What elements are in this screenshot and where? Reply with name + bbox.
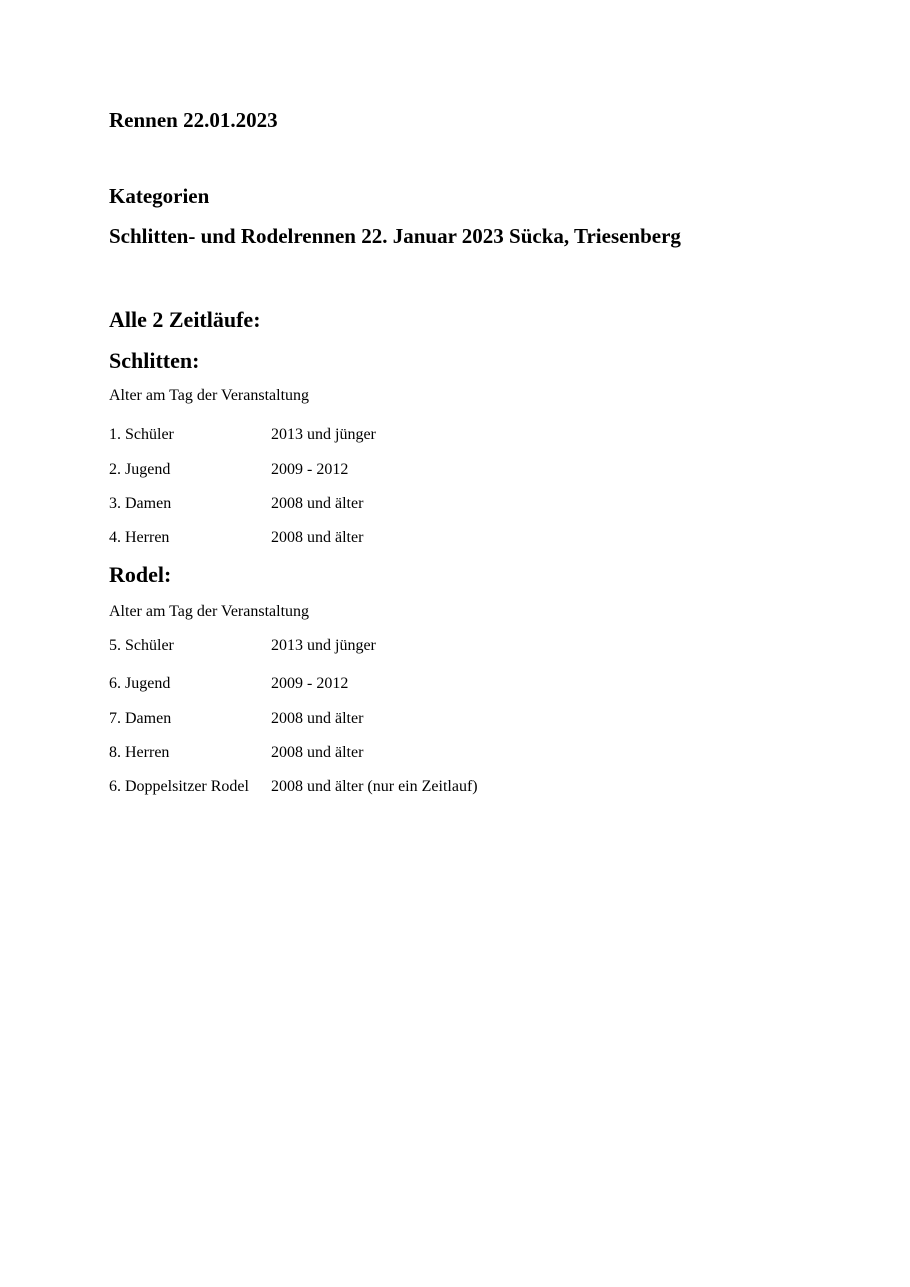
category-name: 1. Schüler xyxy=(109,426,174,443)
event-title: Schlitten- und Rodelrennen 22. Januar 2023 Sücka, Triesenberg xyxy=(109,224,681,248)
category-years: 2008 und älter (nur ein Zeitlauf) xyxy=(271,778,478,795)
category-years: 2008 und älter xyxy=(271,744,364,761)
schlitten-age-note: Alter am Tag der Veranstaltung xyxy=(109,387,310,404)
schlitten-heading: Schlitten: xyxy=(109,348,200,373)
category-years: 2008 und älter xyxy=(271,495,364,512)
category-name: 3. Damen xyxy=(109,495,172,512)
category-years: 2009 - 2012 xyxy=(271,461,349,478)
category-name: 6. Jugend xyxy=(109,675,171,692)
category-years: 2008 und älter xyxy=(271,529,364,546)
category-name: 5. Schüler xyxy=(109,637,174,654)
category-years: 2013 und jünger xyxy=(271,426,376,443)
runs-heading: Alle 2 Zeitläufe: xyxy=(109,307,261,332)
category-name: 4. Herren xyxy=(109,529,170,546)
rodel-age-note: Alter am Tag der Veranstaltung xyxy=(109,603,310,620)
kategorien-heading: Kategorien xyxy=(109,184,210,208)
category-years: 2009 - 2012 xyxy=(271,675,349,692)
category-name: 8. Herren xyxy=(109,744,170,761)
category-years: 2013 und jünger xyxy=(271,637,376,654)
category-years: 2008 und älter xyxy=(271,710,364,727)
category-name: 7. Damen xyxy=(109,710,172,727)
rodel-heading: Rodel: xyxy=(109,562,172,587)
category-name: 6. Doppelsitzer Rodel xyxy=(109,778,249,795)
page-title: Rennen 22.01.2023 xyxy=(109,108,278,132)
category-name: 2. Jugend xyxy=(109,461,171,478)
